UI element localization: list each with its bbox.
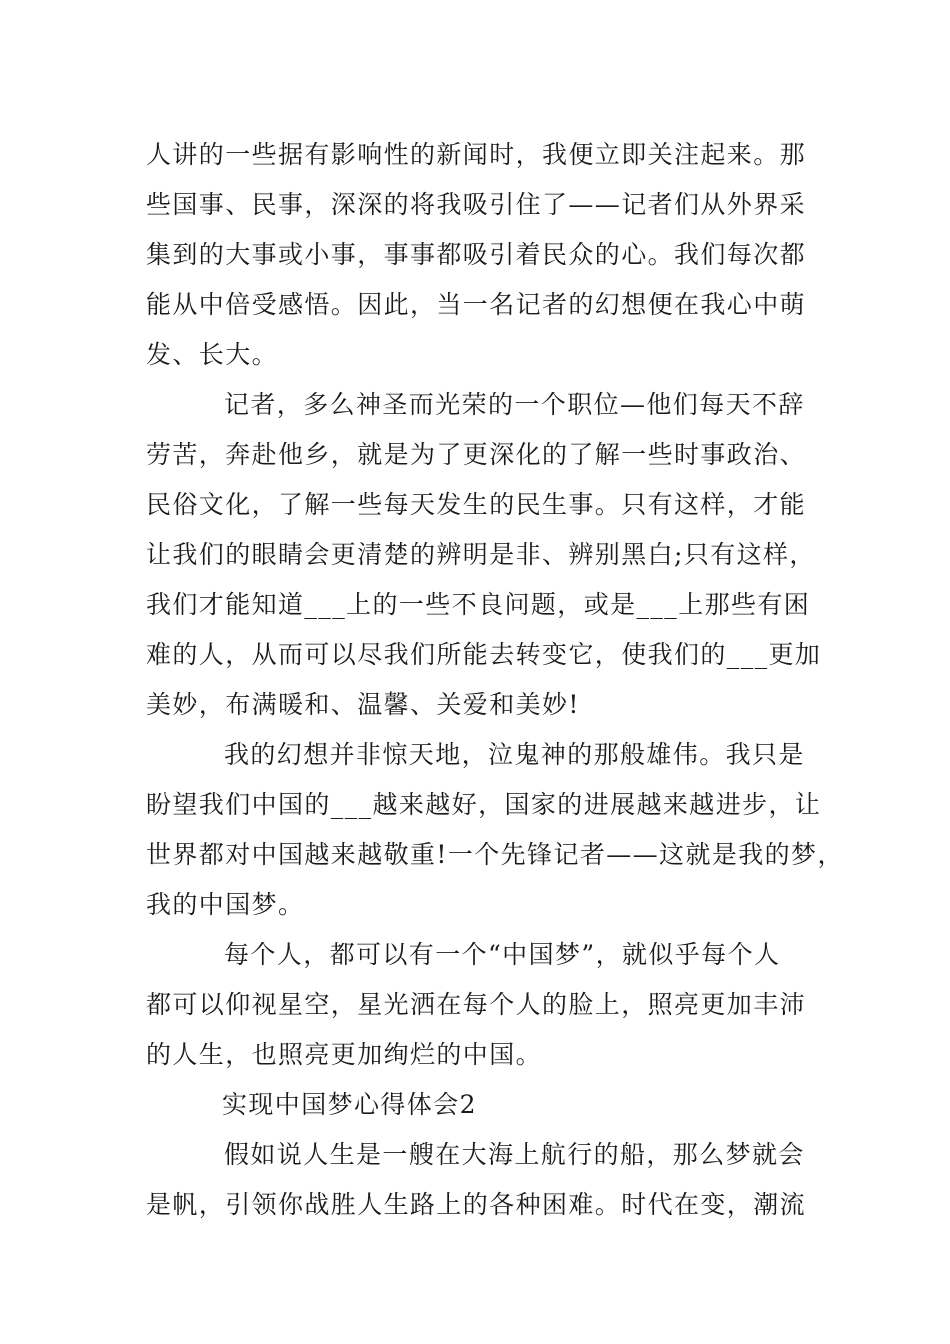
text-line: 都可以仰视星空，星光洒在每个人的脸上，照亮更加丰沛 (146, 990, 807, 1019)
text-line: 是帆，引领你战胜人生路上的各种困难。时代在变，潮流 (146, 1190, 807, 1219)
text-line: 世界都对中国越来越敬重!一个先锋记者——这就是我的梦， (146, 840, 844, 869)
text-line: 集到的大事或小事，事事都吸引着民众的心。我们每次都 (146, 240, 807, 269)
text-line: 美妙，布满暖和、温馨、关爱和美妙! (146, 690, 580, 719)
paragraph-first-line: 记者，多么神圣而光荣的一个职位—他们每天不辞 (224, 390, 805, 419)
text-line: 盼望我们中国的___越来越好，国家的进展越来越进步，让 (146, 790, 822, 819)
paragraph-first-line: 我的幻想并非惊天地，泣鬼神的那般雄伟。我只是 (224, 740, 805, 769)
text-line: 人讲的一些据有影响性的新闻时，我便立即关注起来。那 (146, 140, 807, 169)
paragraph-first-line: 每个人，都可以有一个“中国梦”，就似乎每个人 (224, 940, 781, 969)
section-heading: 实现中国梦心得体会2 (222, 1090, 477, 1119)
text-line: 些国事、民事，深深的将我吸引住了——记者们从外界采 (146, 190, 807, 219)
text-line: 民俗文化，了解一些每天发生的民生事。只有这样，才能 (146, 490, 807, 519)
text-line: 让我们的眼睛会更清楚的辨明是非、辨别黑白;只有这样， (146, 540, 816, 569)
text-line: 发、长大。 (146, 340, 279, 369)
text-line: 劳苦，奔赴他乡，就是为了更深化的了解一些时事政治、 (146, 440, 807, 469)
text-line: 我的中国梦。 (146, 890, 305, 919)
paragraph-first-line: 假如说人生是一艘在大海上航行的船，那么梦就会 (224, 1140, 805, 1169)
text-line: 的人生，也照亮更加绚烂的中国。 (146, 1040, 543, 1069)
text-line: 能从中倍受感悟。因此，当一名记者的幻想便在我心中萌 (146, 290, 807, 319)
text-line: 我们才能知道___上的一些不良问题，或是___上那些有困 (146, 590, 811, 619)
text-line: 难的人，从而可以尽我们所能去转变它，使我们的___更加 (146, 640, 822, 669)
